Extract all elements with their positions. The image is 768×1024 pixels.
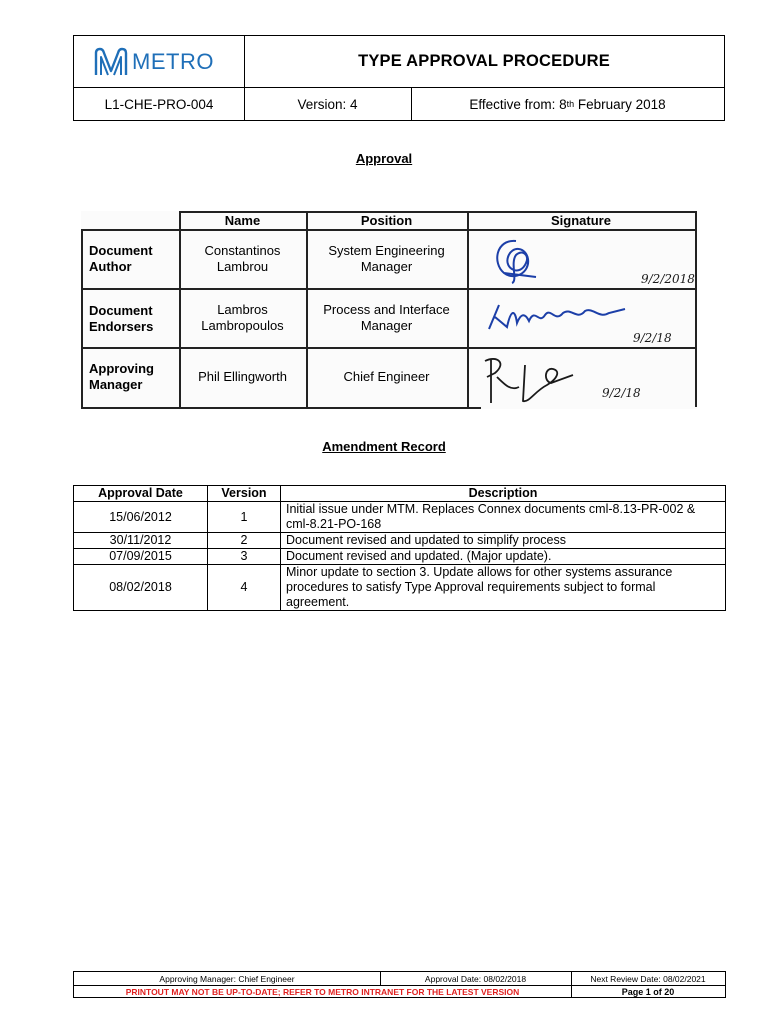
row-label-approving: Approving Manager — [89, 361, 154, 392]
row-description: Initial issue under MTM. Replaces Connex documents cml-8.13-PR-002 & cml-8.21-PO-168 — [281, 502, 726, 533]
row-date: 07/09/2015 — [74, 549, 208, 565]
approver-name: Phil Ellingworth — [198, 369, 287, 384]
col-approval-date: Approval Date — [74, 486, 208, 502]
logo-text: METRO — [132, 49, 214, 74]
amendment-header-row — [74, 486, 726, 502]
row-description: Document revised and updated. (Major update). — [281, 549, 726, 565]
approval-heading-text: Approval — [355, 151, 413, 166]
approver-position: Chief Engineer — [343, 369, 430, 384]
approval-table — [81, 211, 697, 409]
endorser-name: Lambros Lambropoulos — [201, 302, 284, 333]
amendment-heading — [0, 439, 768, 454]
effective-sup: th — [566, 99, 575, 109]
header-top-row — [74, 36, 724, 88]
row-description: Minor update to section 3. Update allows for other systems assurance procedures to satisfy Type Approval requirements subject to formal agreement. — [281, 565, 726, 611]
table-row — [74, 502, 726, 533]
col-name-header: Name — [224, 213, 261, 228]
title-cell — [244, 36, 724, 87]
metro-m-icon — [94, 47, 128, 77]
document-title: TYPE APPROVAL PROCEDURE — [358, 52, 610, 70]
endorser-signature — [485, 299, 635, 339]
footer-approval-date: Approval Date: 08/02/2018 — [380, 972, 572, 985]
approver-signature-date: 9/2/18 — [602, 386, 641, 400]
footer-bottom-row — [74, 985, 725, 998]
endorser-signature-date: 9/2/18 — [633, 331, 672, 345]
amendment-table — [73, 485, 726, 611]
doc-id: L1-CHE-PRO-004 — [74, 87, 245, 121]
approver-signature — [477, 351, 597, 409]
version: Version: 4 — [244, 87, 412, 121]
row-version: 3 — [208, 549, 281, 565]
logo-cell — [74, 36, 245, 87]
amendment-heading-text: Amendment Record — [322, 439, 446, 454]
metro-logo — [94, 47, 214, 77]
table-row — [74, 549, 726, 565]
col-description: Description — [281, 486, 726, 502]
row-version: 1 — [208, 502, 281, 533]
row-version: 4 — [208, 565, 281, 611]
footer-warning: PRINTOUT MAY NOT BE UP-TO-DATE; REFER TO METRO INTRANET FOR THE LATEST VERSION — [74, 985, 572, 998]
author-position: System Engineering Manager — [328, 243, 445, 274]
row-label-author: Document Author — [89, 243, 153, 274]
effective-prefix: Effective from: 8 — [469, 96, 567, 112]
row-date: 15/06/2012 — [74, 502, 208, 533]
col-position-header: Position — [360, 213, 413, 228]
table-row — [74, 533, 726, 549]
endorser-position: Process and Interface Manager — [323, 302, 450, 333]
row-label-endorsers: Document Endorsers — [89, 303, 154, 334]
col-version: Version — [208, 486, 281, 502]
row-date: 08/02/2018 — [74, 565, 208, 611]
approval-heading — [0, 151, 768, 166]
author-name: Constantinos Lambrou — [204, 243, 281, 274]
author-signature — [486, 233, 556, 287]
row-date: 30/11/2012 — [74, 533, 208, 549]
footer-next-review: Next Review Date: 08/02/2021 — [590, 973, 706, 984]
author-signature-date: 9/2/2018 — [641, 272, 695, 286]
row-description: Document revised and updated to simplify process — [281, 533, 726, 549]
footer-top-row — [74, 972, 725, 986]
row-version: 2 — [208, 533, 281, 549]
effective-suffix: February 2018 — [574, 96, 666, 112]
page-number: Page 1 of 20 — [621, 986, 675, 997]
effective-date — [411, 87, 724, 121]
footer-approving-manager: Approving Manager: Chief Engineer — [74, 972, 381, 985]
document-footer — [73, 971, 726, 998]
table-row — [74, 565, 726, 611]
document-header — [73, 35, 725, 121]
header-info-row — [74, 87, 724, 121]
col-signature-header: Signature — [551, 213, 611, 228]
